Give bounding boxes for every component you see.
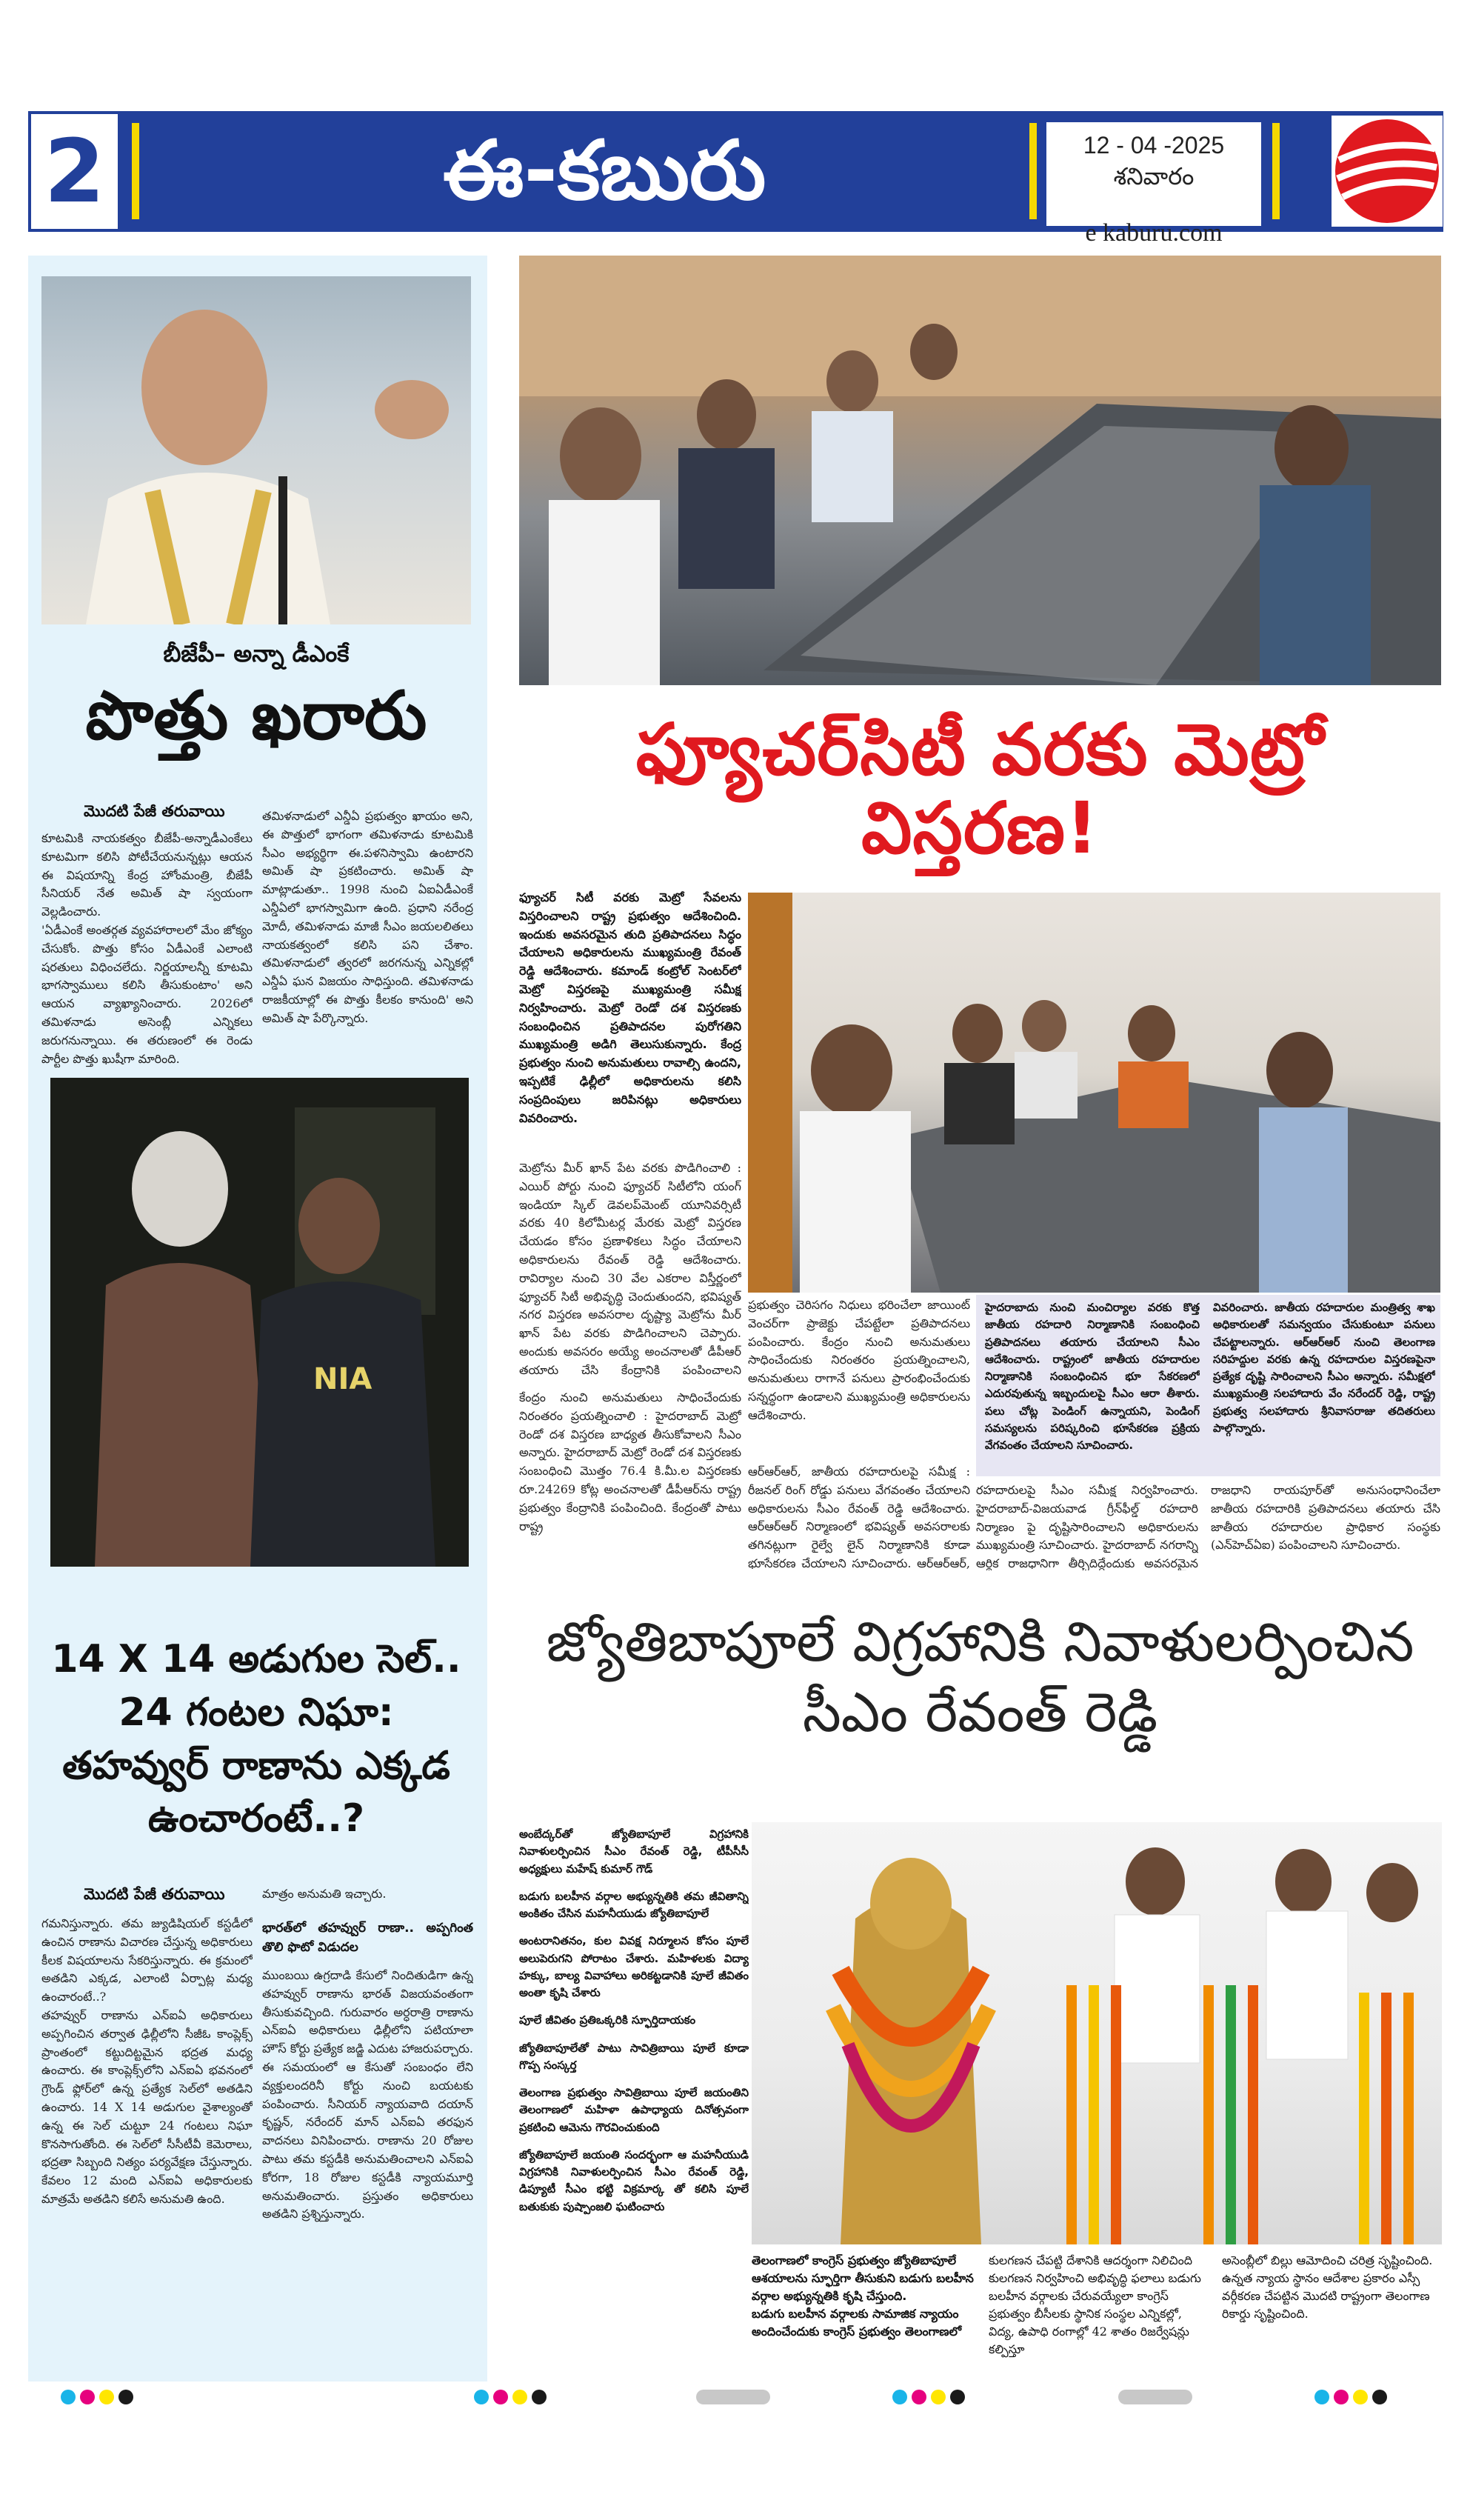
- left-column: [28, 256, 487, 2381]
- rana-body-col2: ముంబయి ఉగ్రదాడి కేసులో నిందితుడిగా ఉన్న తహవ్వుర్ రాణాను భారత్ విజయవంతంగా తీసుకువచ్చింది. గురువారం అర్ధరాత్రి రాణాను ఎన్ఐఏ అధికారులు ఢిల్లీలోని పటియాలా హౌస్ కోర్టు ప్రత్యేక జడ్జి ఎదుట హాజరుపర్చారు. ఈ సమయంలో ఆ కేసుతో సంబంధం లేని వ్యక్తులందరినీ కోర్టు నుంచి బయటకు పంపించారు. సీనియర్ న్యాయవాది దయాన్ కృష్ణన్, నరేందర్ మాన్ ఎన్ఐఏ తరఫున వాదనలు వినిపించారు. రాణాను 20 రోజుల పాటు తమ కస్టడీకి అనుమతించాలని ఎన్ఐఏ కోరగా, 18 రోజుల కస్టడీకి న్యాయమూర్తి అనుమతించారు. ప్రస్తుతం అధికారులు అతడిని ప్రశ్నిస్తున్నారు.: [262, 1968, 473, 2221]
- date-block: [1046, 122, 1261, 247]
- meeting-photo-2: [748, 893, 1440, 1293]
- print-mark: [696, 2389, 770, 2405]
- print-mark: [474, 2389, 547, 2405]
- phule-point: అంబేద్కర్‌తో జ్యోతిబాపూలే విగ్రహానికి నివాళులర్పించిన సీఎం రేవంత్ రెడ్డి, టీపీసీసీ అధ్యక్షులు మహేష్ కుమార్ గౌడ్: [519, 1827, 749, 1876]
- phule-caption-col1: తెలంగాణలో కాంగ్రెస్ ప్రభుత్వం జ్యోతిబాపూలే ఆశయాలను స్ఫూర్తిగా తీసుకుని బడుగు బలహీన వర్గాల అభ్యున్నతికి కృషి చేస్తుంది. బడుగు బలహీన వర్గాలకు సామాజిక న్యాయం అందించేందుకు కాంగ్రెస్ ప్రభుత్వం తెలంగాణలో: [752, 2253, 974, 2339]
- print-mark: [1118, 2389, 1192, 2405]
- metro-col2-top: ప్రభుత్వం చెరిసగం నిధులు భరించేలా జాయింట్ వెంచర్‌గా ప్రాజెక్టు చేపట్టేలా ప్రతిపాదనలు పంపించారు. కేంద్రం నుంచి అనుమతులు సాధించేందుకు నిరంతరం ప్రయత్నించాలని, అనుమతులు రాగానే పనులు ప్రారంభించేందుకు సన్నద్ధంగా ఉండాలని ముఖ్యమంత్రి అధికారులను ఆదేశించారు.: [748, 1298, 970, 1422]
- phule-caption-col2: కులగణన చేపట్టి దేశానికి ఆదర్శంగా నిలిచింది కులగణన నిర్వహించి అభివృద్ధి ఫలాలు బడుగు బలహీన వర్గాలకు చేరువయ్యేలా కాంగ్రెస్ ప్రభుత్వం బీసీలకు స్థానిక సంస్థల ఎన్నికల్లో, విద్య, ఉపాధి రంగాల్లో 42 శాతం రిజర్వేషన్లు కల్పిస్తూ: [989, 2253, 1201, 2356]
- rana-body-col2-top: మాత్రం అనుమతి ఇచ్చారు.: [262, 1887, 387, 1901]
- print-mark: [1314, 2389, 1387, 2405]
- rana-subhead: భారత్‌లో తహవ్వుర్ రాణా.. అప్పగింత తొలి ఫొటో విడుదల: [262, 1921, 473, 1956]
- print-mark: [61, 2389, 133, 2405]
- masthead-divider: [132, 123, 139, 219]
- phule-point: జ్యోతిబాపూలే జయంతి సందర్భంగా ఆ మహనీయుడి విగ్రహానికి నివాళులర్పించిన సీఎం రేవంత్ రెడ్డి, డిప్యూటీ సీఎం భట్టి విక్రమార్క తో కలిసి పూలే బతుకుకు పుష్పాంజలి ఘటించారు: [519, 2147, 749, 2213]
- story-headline: పొత్తు ఖరారు: [85, 677, 427, 755]
- print-mark: [892, 2389, 965, 2405]
- nia-photo: [50, 1078, 469, 1567]
- rana-body-col1: గమనిస్తున్నారు. తమ జ్యుడిషియల్ కస్టడీలో ఉంచిన రాణాను విచారణ చేస్తున్న అధికారులు కీలక విషయాలను సేకరిస్తున్నారు. ఈ క్రమంలో అతడిని ఎక్కడ, ఎలాంటి ఏర్పాట్ల మధ్య ఉంచారంటే..? తహవ్వుర్ రాణాను ఎన్ఐఏ అధికారులు అప్పగించిన తర్వాత ఢిల్లీలోని సీజీఓ కాంప్లెక్స్ ప్రాంతంలో కట్టుదిట్టమైన భద్రత మధ్య ఉంచారు. ఈ కాంప్లెక్స్‌లోని ఎన్ఐఏ భవనంలో గ్రౌండ్ ఫ్లోర్‌లో ఉన్న ప్రత్యేక సెల్‌లో అతడిని ఉంచారు. 14 X 14 అడుగుల వైశాల్యంతో ఉన్న ఈ సెల్ చుట్టూ 24 గంటలు నిఘా కొనసాగుతోంది. ఈ సెల్‌లో సీసీటీవీ కెమెరాలు, భద్రతా సిబ్బంది నిత్యం పర్యవేక్షణ చేస్తున్నారు. కేవలం 12 మంది ఎన్ఐఏ అధికారులకు మాత్రమే అతడిని కలిసే అనుమతి ఉంది.: [41, 1916, 253, 2206]
- phule-caption-col3: అసెంబ్లీలో బిల్లు ఆమోదించి చరిత్ర సృష్టించింది. ఉన్నత న్యాయ స్థానం ఆదేశాల ప్రకారం ఎస్సీ వర్గీకరణ చేపట్టిన మొదటి రాష్ట్రంగా తెలంగాణ రికార్డు సృష్టించింది.: [1222, 2253, 1433, 2321]
- meeting-photo-1: [519, 256, 1441, 685]
- highlight-box: [976, 1295, 1440, 1476]
- amit-shah-photo: [41, 276, 471, 624]
- masthead: [28, 111, 1443, 247]
- highlight-col2: వివరించారు. జాతీయ రహదారుల మంత్రిత్వ శాఖ అధికారులతో సమన్వయం చేసుకుంటూ పనులు చేపట్టాలన్నారు. ఆర్ఆర్ఆర్ నుంచి తెలంగాణ సరిహద్దుల వరకు ఉన్న రహదారుల విస్తరణపైనా ప్రత్యేక దృష్టి సారించాలని సీఎం అన్నారు. సమీక్షలో ముఖ్యమంత్రి సలహాదారు వేం నరేందర్ రెడ్డి, రాష్ట్ర ప్రభుత్వ సలహాదారు శ్రీనివాసరాజు తదితరులు పాల్గొన్నారు.: [1213, 1301, 1435, 1435]
- continued-label-2: మొదటి పేజీ తరువాయి: [84, 1885, 225, 1903]
- nia-label: NIA: [313, 1362, 372, 1396]
- website-link[interactable]: e kaburu.com: [1085, 219, 1223, 247]
- phule-statue-photo: [752, 1822, 1442, 2244]
- metro-lead: ఫ్యూచర్ సిటీ వరకు మెట్రో సేవలను విస్తరించాలని రాష్ట్ర ప్రభుత్వం ఆదేశించింది. ఇందుకు అవసరమైన తుది ప్రతిపాదనలు సిద్ధం చేయాలని అధికారులను ముఖ్యమంత్రి రేవంత్ రెడ్డి ఆదేశించారు. కమాండ్ కంట్రోల్ సెంటర్‌లో మెట్రో విస్తరణపై ముఖ్యమంత్రి సమీక్ష నిర్వహించారు. మెట్రో రెండో దశ విస్తరణకు సంబంధించిన ప్రతిపాదనల పురోగతిని ముఖ్యమంత్రి అడిగి తెలుసుకున్నారు. కేంద్ర ప్రభుత్వం నుంచి అనుమతులు రావాల్సి ఉందని, ఇప్పటికే ఢిల్లీలో అధికారులను కలిసి సంప్రదింపులు జరిపినట్లు అధికారులు వివరించారు.: [519, 890, 741, 1125]
- phule-points: [519, 1826, 749, 2226]
- masthead-divider: [1029, 123, 1037, 219]
- metro-col2-bottom: ఆర్ఆర్ఆర్, జాతీయ రహదారులపై సమీక్ష : రీజనల్ రింగ్ రోడ్డు పనులు వేగవంతం చేయాలని అధికారులను సీఎం రేవంత్ రెడ్డి ఆదేశించారు. ఆర్ఆర్ఆర్ నిర్మాణంలో భవిష్యత్ అవసరాలకు తగినట్లుగా రైల్వే లైన్ నిర్మాణానికి కూడా భూసేకరణ చేయాలని సూచించారు. ఆర్ఆర్ఆర్,: [748, 1464, 970, 1570]
- phule-point: అంటరానితనం, కుల వివక్ష నిర్మూలన కోసం పూలే అలుపెరుగని పోరాటం చేశారు. మహిళలకు విద్యా హక్కు, బాల్య వివాహాలు అరికట్టడానికి పూలే జీవితం అంతా కృషి చేశారు: [519, 1934, 749, 1999]
- page-number: 2: [28, 111, 121, 232]
- phule-point: పూలే జీవితం ప్రతిఒక్కరికి స్ఫూర్తిదాయకం: [519, 2013, 696, 2027]
- issue-weekday: శనివారం: [1113, 163, 1195, 190]
- phule-point: తెలంగాణ ప్రభుత్వం సావిత్రిబాయి పూలే జయంతిని తెలంగాణలో మహిళా ఉపాధ్యాయ దినోత్సవంగా ప్రకటించి ఆమెను గౌరవించుకుంది: [519, 2086, 749, 2134]
- metro-col1-bottom: కేంద్రం నుంచి అనుమతులు సాధించేందుకు నిరంతరం ప్రయత్నించాలి : హైదరాబాద్ మెట్రో రెండో దశ విస్తరణ బాధ్యత తీసుకోవాలని సీఎం అన్నారు. హైదరాబాద్ మెట్రో రెండో దశ విస్తరణకు సంబంధించి మొత్తం 76.4 కి.మీ.ల విస్తరణకు రూ.24269 కోట్ల అంచనాలతో డీపీఆర్‌ను రాష్ట్ర ప్రభుత్వం కేంద్రానికి పంపించింది. కేంద్రంతో పాటు రాష్ట్ర: [519, 1390, 741, 1533]
- logo-icon: [1332, 116, 1443, 227]
- main-headline: ఫ్యూచర్‌సిటీ వరకు మెట్రో విస్తరణ!: [635, 708, 1325, 870]
- metro-col4-bottom: రాజధాని రాయపూర్‌తో అనుసంధానించేలా జాతీయ రహదారికి ప్రతిపాదనలు తయారు చేసి జాతీయ రహదారుల ప్రాధికార సంస్థకు (ఎన్‌హెచ్ఏఐ) పంపించాలని సూచించారు.: [1211, 1483, 1440, 1553]
- continued-label: మొదటి పేజీ తరువాయి: [84, 802, 225, 820]
- metro-col3-bottom: రహదారులపై సీఎం సమీక్ష నిర్వహించారు. హైదరాబాద్-విజయవాడ గ్రీన్‌ఫీల్డ్ రహదారి నిర్మాణం పై దృష్టిసారించాలని అధికారులను ముఖ్యమంత్రి సూచించారు. హైదరాబాద్ నగరాన్ని ఆర్థిక రాజధానిగా తీర్చిదిద్దేందుకు అవసరమైన: [976, 1483, 1198, 1570]
- story-body-col2: తమిళనాడులో ఎన్డీఏ ప్రభుత్వం ఖాయం అని, ఈ పొత్తులో భాగంగా తమిళనాడు కూటమికి సీఎం అభ్యర్థిగా ఈ.పళనిస్వామి ఉంటారని అమిత్ షా ప్రకటించారు. అమిత్ షా మాట్లాడుతూ.. 1998 నుంచి ఏఐఏడీఎంకే ఎన్డీఏలో భాగస్వామిగా ఉంది. ప్రధాని నరేంద్ర మోదీ, తమిళనాడు మాజీ సీఎం జయలలితలు నాయకత్వంలో కలిసి పని చేశాం. తమిళనాడులో త్వరలో జరగనున్న ఎన్నికల్లో ఎన్డీఏ ఘన విజయం సాధిస్తుంది. తమిళనాడు రాజకీయాల్లో ఈ పొత్తు కీలకం కానుంది' అని అమిత్ షా పేర్కొన్నారు.: [262, 809, 473, 1025]
- brand-logo: [1332, 116, 1443, 227]
- story-kicker: బీజేపీ– అన్నా డీఎంకే: [163, 641, 350, 667]
- issue-date: 12 - 04 -2025: [1083, 132, 1225, 159]
- phule-point: జ్యోతిబాపూలేతో పాటు సావిత్రిబాయి పూలే కూడా గొప్ప సంస్కర్త: [519, 2041, 749, 2072]
- rana-headline: 14 X 14 అడుగుల సెల్.. 24 గంటల నిఘా: తహవ్వుర్ రాణాను ఎక్కడ ఉంచారంటే..?: [51, 1637, 461, 1841]
- metro-col1-mid: మెట్రోను మీర్ ఖాన్ పేట వరకు పొడిగించాలి : ఎయిర్ పోర్టు నుంచి ఫ్యూచర్ సిటీలోని యంగ్ ఇండియా స్కిల్ డెవలప్‌మెంట్ యూనివర్సిటీ వరకు 40 కిలోమీటర్ల మేరకు మెట్రో విస్తరణ చేయడం కోసం ప్రణాళికలు సిద్ధం చేయాలని అధికారులను రేవంత్ రెడ్డి ఆదేశించారు. రావిర్యాల నుంచి 30 వేల ఎకరాల విస్తీర్ణంలో ఫ్యూచర్ సిటీ అభివృద్ధి చెందుతుందని, భవిష్యత్ నగర విస్తరణ అవసరాల దృష్ట్యా మెట్రోను మీర్ ఖాన్ పేట వరకు పొడిగించాలని చెప్పారు. అందుకు అవసరం అయ్యే అంచనాలతో డీపీఆర్ తయారు చేసి కేంద్రానికి పంపించాలని: [519, 1161, 741, 1377]
- masthead-divider: [1272, 123, 1280, 219]
- highlight-col1: హైదరాబాదు నుంచి మంచిర్యాల వరకు కొత్త జాతీయ రహదారి నిర్మాణానికి సంబంధించి ప్రతిపాదనలు తయారు చేయాలని సీఎం ఆదేశించారు. రాష్ట్రంలో జాతీయ రహదారుల నిర్మాణానికి సంబంధించిన భూ సేకరణలో ఎదురవుతున్న ఇబ్బందులపై సీఎం ఆరా తీశారు. పలు చోట్ల పెండింగ్ ఉన్నాయని, పెండింగ్ సమస్యలను పరిష్కరించి భూసేకరణ ప్రక్రియ వేగవంతం చేయాలని సూచించారు.: [985, 1301, 1200, 1452]
- phule-point: బడుగు బలహీన వర్గాల అభ్యున్నతికి తమ జీవితాన్ని అంకితం చేసిన మహనీయుడు జ్యోతిబాపూలే: [519, 1889, 749, 1920]
- phule-headline: జ్యోతిబాపూలే విగ్రహానికి నివాళులర్పించిన సీఎం రేవంత్ రెడ్డి: [546, 1610, 1414, 1744]
- newspaper-title: ఈ-కబురు: [443, 123, 766, 218]
- story-body-col1: కూటమికి నాయకత్వం బీజేపీ-అన్నాడీఎంకేలు కూటమిగా కలిసి పోటీచేయనున్నట్లు ఆయన ఈ విషయాన్ని కేంద్ర హోంమంత్రి, బీజేపీ సీనియర్ నేత అమిత్ షా స్వయంగా వెల్లడించారు. 'ఏడీఎంకే అంతర్గత వ్యవహారాలలో మేం జోక్యం చేసుకోం. పొత్తు కోసం ఏడీఎంకే ఎలాంటి షరతులు విధించలేదు. నిర్ణయాలన్నీ కూటమి భాగస్వాములు కలిసి తీసుకుంటాం' అని ఆయన వ్యాఖ్యానించారు. 2026లో తమిళనాడు అసెంబ్లీ ఎన్నికలు జరుగనున్నాయి. ఈ తరుణంలో ఈ రెండు పార్టీల పొత్తు ఖుషీగా మారింది.: [41, 831, 253, 1066]
